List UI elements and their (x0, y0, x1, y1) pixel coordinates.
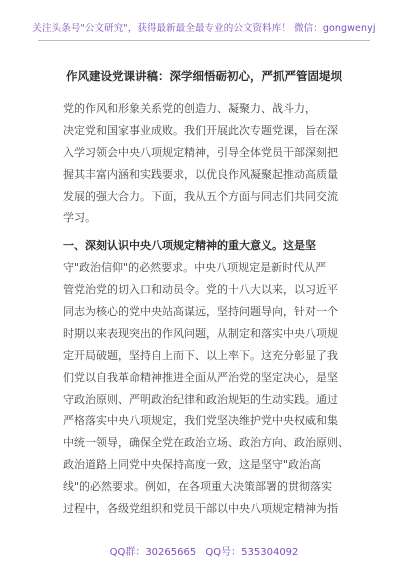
body-line: 线"的必然要求。例如，在各项重大决策部署的贯彻落实 (63, 480, 333, 494)
footer-qq-group: QQ群：30265665 (109, 547, 197, 558)
footer-contact (0, 543, 408, 558)
body-line: 入学习领会中央八项规定精神，引导全体党员干部深刻把 (63, 145, 338, 159)
body-line: 守政治原则、严明政治纪律和政治规矩的生动实践。通过 (63, 392, 338, 406)
body-line: 过程中，各级党组织和党员干部以中央八项规定精神为指 (63, 502, 338, 516)
body-line: 中统一领导，确保全党在政治立场、政治方向、政治原则、 (63, 436, 349, 450)
body-line: 政治道路上同党中央保持高度一致，这是坚守"政治高 (63, 458, 322, 472)
body-line: 们党以自我革命精神推进全面从严治党的坚定决心，是坚 (63, 370, 338, 384)
body-line: 握其丰富内涵和实践要求，以优良作风凝聚起推动高质量 (63, 167, 338, 181)
document-title: 作风建设党课讲稿：深学细悟砺初心，严抓严管固堤坝 (66, 69, 342, 83)
document-body (63, 98, 363, 520)
body-line: 严格落实中央八项规定，我们党坚决维护党中央权威和集 (63, 414, 338, 428)
body-line: 决定党和国家事业成败。我们开展此次专题党课，旨在深 (63, 123, 338, 137)
body-line: 党的作风和形象关系党的创造力、凝聚力、战斗力， (63, 102, 316, 115)
body-line: 一、深刻认识中央八项规定精神的重大意义。这是坚 (63, 239, 316, 253)
header-banner: 关注头条号"公文研究"，获得最新最全最专业的公文资料库！ 微信：gongwenyj (32, 23, 376, 34)
footer-qq-number: QQ号：535304092 (205, 547, 299, 558)
body-line: 管党治党的切入口和动员令。党的十八大以来，以习近平 (63, 283, 338, 297)
body-line: 守"政治信仰"的必然要求。中央八项规定是新时代从严 (63, 261, 327, 275)
body-line: 学习。 (63, 211, 96, 225)
body-line: 定开局破题，坚持自上而下、以上率下。这充分彰显了我 (63, 348, 338, 362)
body-line: 发展的强大合力。下面，我从五个方面与同志们共同交流 (63, 189, 338, 203)
header-divider (38, 40, 370, 41)
body-line: 时期以来表现突出的作风问题，从制定和落实中央八项规 (63, 326, 338, 340)
body-line: 同志为核心的党中央站高谋远，坚持问题导向，针对一个 (63, 305, 338, 319)
